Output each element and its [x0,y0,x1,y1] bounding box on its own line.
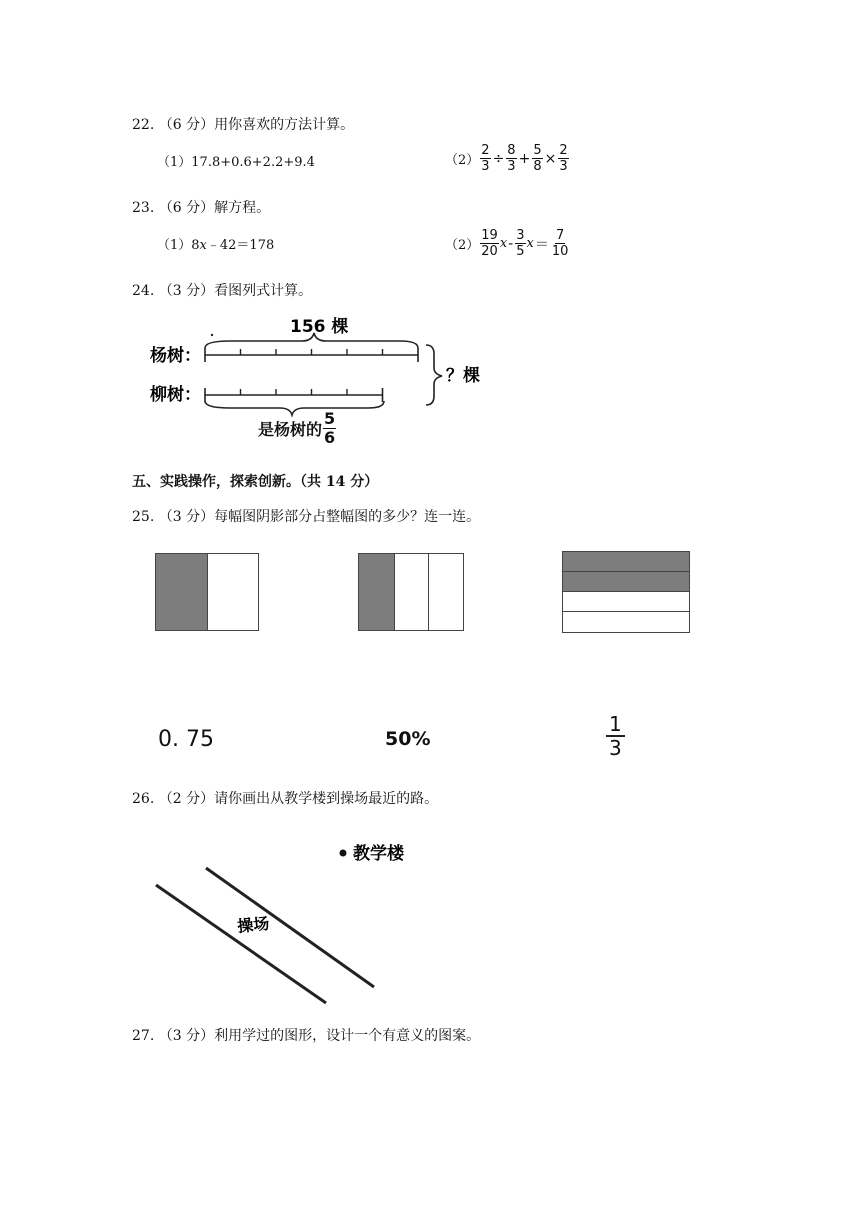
q22-title: 22. （6 分）用你喜欢的方法计算。 [132,117,355,133]
q24-bottom-text: 是杨树的 [258,420,323,439]
q24-right-brace [426,345,442,405]
q23-frac-1: $\frac{19}{20}$ [481,228,498,259]
q24-row1-bar [205,348,418,362]
q24-question-label: ？棵 [446,366,480,386]
q23-var-1: x [499,236,508,251]
q25-figure-3 [562,551,690,633]
q26-map [150,825,420,1010]
q26-field-edge-1 [156,885,326,1003]
q25-title: 25. （3 分）每幅图阴影部分占整幅图的多少？连一连。 [132,509,481,525]
q24-dot [211,334,213,336]
q25-answer-3: $\frac{1}{3}$ [606,713,625,759]
q23-frac-3: $\frac{7}{10}$ [551,228,569,259]
q23-part1-var: x [199,238,207,253]
q24-segment-diagram [150,308,490,458]
q24-row2-label: 柳树： [150,385,201,405]
q22-part2 [445,143,570,174]
q24-bottom-caption [258,410,337,447]
q25-figure-3-shaded-2 [563,572,689,591]
q25-figure-1-blank [208,554,258,630]
q25-figure-1-shaded [156,554,207,630]
q23-part2-label: （2） [445,238,480,253]
q23-frac-2: $\frac{3}{5}$ [516,228,525,259]
q24-row2-bar [205,388,383,402]
q25-figure-2-shaded [359,554,394,630]
q25-figure-2 [358,553,464,631]
q26-field-edge-2 [206,868,374,987]
q24-title: 24. （3 分）看图列式计算。 [132,283,313,299]
q22-fraction: $\frac{8}{3}$ [507,143,516,174]
q26-building-label: 教学楼 [353,844,404,864]
q23-part2 [445,228,570,259]
q23-part1-rest: ﹣42＝178 [206,238,275,253]
q22-part2-label: （2） [445,153,480,168]
q25-figure-1 [155,553,259,631]
q25-answer-1: 0. 75 [158,727,214,752]
q26-field-label: 操场 [236,913,271,936]
q22-part1: （1）17.8+0.6+2.2+9.4 [157,155,315,170]
q22-operator: + [518,150,531,167]
q25-answer-2: 50% [385,728,431,750]
q25-figure-3-shaded-1 [563,552,689,571]
q22-operator: × [544,150,557,167]
q24-bottom-fraction: $\frac{5}{6}$ [324,409,336,447]
q27-title: 27. （3 分）利用学过的图形，设计一个有意义的图案。 [132,1028,481,1044]
q23-var-2: x [526,236,534,251]
q26-building-dot [340,850,347,857]
q26-title: 26. （2 分）请你画出从教学楼到操场最近的路。 [132,791,439,807]
q23-equals: ＝ [534,236,549,253]
q22-fraction: $\frac{2}{3}$ [559,143,568,174]
q24-row1-label: 杨树： [150,346,201,366]
q23-part1 [157,234,274,253]
q26-map-svg [150,825,420,1010]
section5-title: 五、实践操作，探索创新。（共 14 分） [132,474,379,490]
q22-operator: ÷ [492,150,505,167]
q23-minus: - [508,235,514,252]
q23-title: 23. （6 分）解方程。 [132,200,271,216]
q23-part1-label: （1）8 [157,238,200,253]
q24-total-label: 156 棵 [290,317,349,337]
q22-fraction: $\frac{5}{8}$ [533,143,542,174]
q22-fraction: $\frac{2}{3}$ [481,143,490,174]
